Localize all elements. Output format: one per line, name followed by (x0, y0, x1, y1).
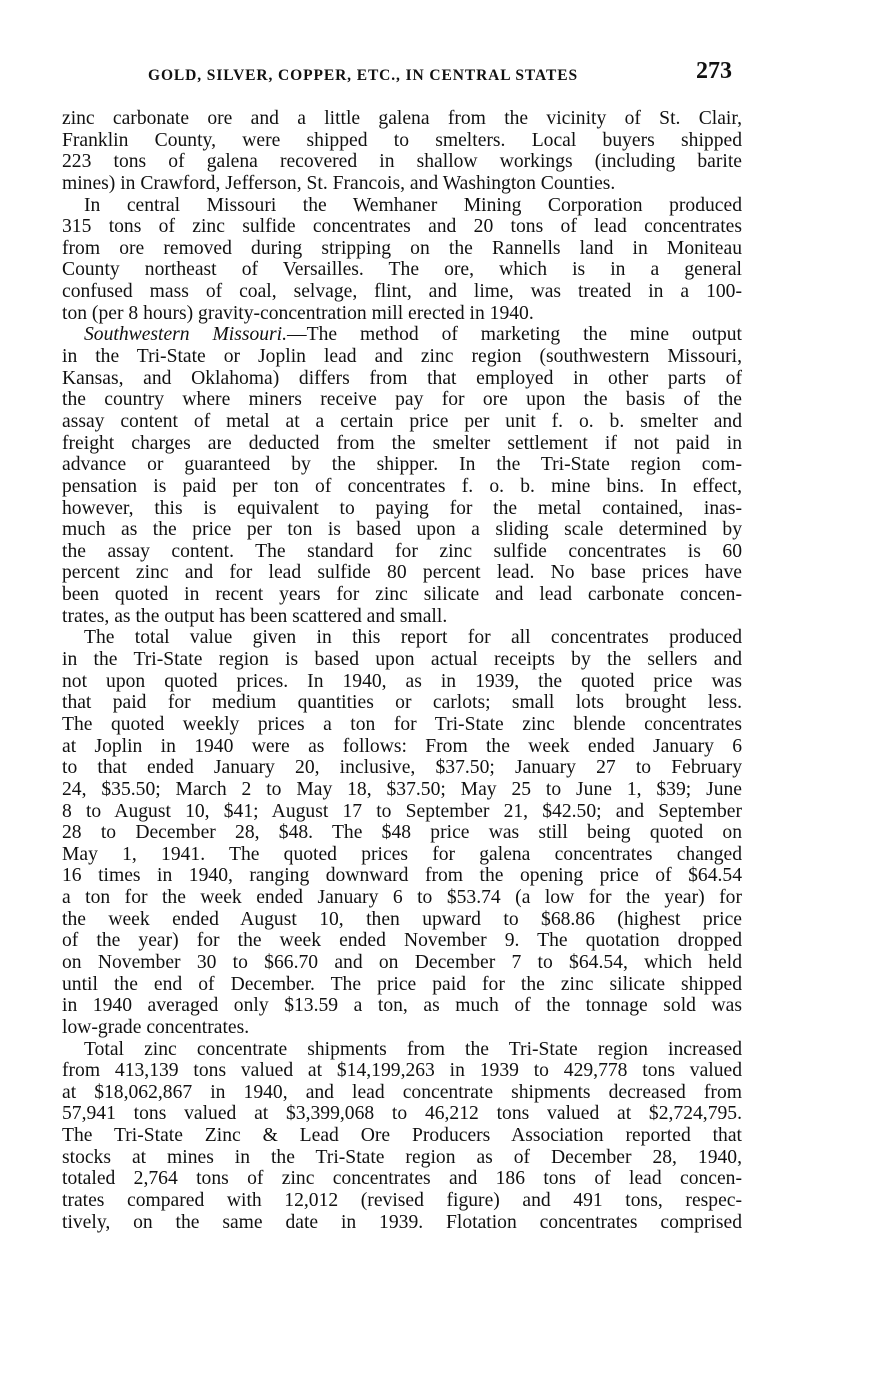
text-line: County northeast of Versailles. The ore, which is in a general (62, 259, 742, 281)
text-line: the country where miners receive pay for ore upon the basis of the (62, 389, 742, 411)
text-line: Kansas, and Oklahoma) differs from that employed in other parts of (62, 367, 742, 389)
text-line: low-grade concentrates. (62, 1016, 250, 1038)
text-line: trates, as the output has been scattered and small. (62, 605, 448, 627)
text-line: 57,941 tons valued at $3,399,068 to 46,212 tons valued at $2,724,795. (62, 1103, 742, 1125)
text-line: to that ended January 20, inclusive, $37.50; January 27 to February (62, 757, 742, 779)
text-line: 8 to August 10, $41; August 17 to September 21, $42.50; and September (62, 800, 742, 822)
text-line: trates compared with 12,012 (revised figure) and 491 tons, respec- (62, 1190, 742, 1212)
text-line: at $18,062,867 in 1940, and lead concentrate shipments decreased from (62, 1081, 742, 1103)
text-line: The Tri-State Zinc & Lead Ore Producers Association reported that (62, 1125, 742, 1147)
running-title: GOLD, SILVER, COPPER, ETC., IN CENTRAL STATES (148, 67, 578, 84)
text-line: from 413,139 tons valued at $14,199,263 in 1939 to 429,778 tons valued (62, 1060, 742, 1082)
text-line: Total zinc concentrate shipments from the Tri-State region increased (84, 1038, 742, 1060)
text-line: 28 to December 28, $48. The $48 price was still being quoted on (62, 822, 742, 844)
text-line: zinc carbonate ore and a little galena from the vicinity of St. Clair, (62, 108, 742, 129)
text-line: at Joplin in 1940 were as follows: From the week ended January 6 (62, 735, 742, 757)
text-line: not upon quoted prices. In 1940, as in 1939, the quoted price was (62, 670, 742, 692)
text-line: advance or guaranteed by the shipper. In the Tri-State region com- (62, 454, 742, 476)
text-line: Franklin County, were shipped to smelters. Local buyers shipped (62, 129, 742, 151)
text-line: a ton for the week ended January 6 to $53.74 (a low for the year) for (62, 887, 742, 909)
text-line: until the end of December. The price paid for the zinc silicate shipped (62, 973, 742, 995)
text-line: freight charges are deducted from the smelter settlement if not paid in (62, 432, 742, 454)
text-line: 315 tons of zinc sulfide concentrates and 20 tons of lead concentrates (62, 216, 742, 238)
text-line: The quoted weekly prices a ton for Tri-State zinc blende concentrates (62, 713, 742, 735)
text-line: 16 times in 1940, ranging downward from the opening price of $64.54 (62, 865, 742, 887)
text-line: 223 tons of galena recovered in shallow workings (including barite (62, 151, 742, 173)
text-line: 24, $35.50; March 2 to May 18, $37.50; May 25 to June 1, $39; June (62, 778, 742, 800)
text-line: tively, on the same date in 1939. Flotation concentrates comprised (62, 1211, 742, 1233)
body-text (62, 108, 742, 1233)
text-line: mines) in Crawford, Jefferson, St. Francois, and Washington Counties. (62, 172, 616, 194)
text-line: been quoted in recent years for zinc silicate and lead carbonate concen- (62, 584, 742, 606)
text-line: that paid for medium quantities or carlots; small lots brought less. (62, 692, 742, 714)
line-text: —The method of marketing the mine output (287, 324, 742, 346)
text-line: percent zinc and for lead sulfide 80 percent lead. No base prices have (62, 562, 742, 584)
page-number: 273 (696, 58, 732, 84)
running-head (62, 58, 742, 92)
text-line: the assay content. The standard for zinc sulfide concentrates is 60 (62, 540, 742, 562)
text-line: In central Missouri the Wemhaner Mining Corporation produced (84, 194, 742, 216)
text-line: the week ended August 10, then upward to $68.86 (highest price (62, 908, 742, 930)
text-line: in the Tri-State or Joplin lead and zinc region (southwestern Missouri, (62, 346, 742, 368)
text-line: from ore removed during stripping on the Rannells land in Moniteau (62, 237, 742, 259)
text-line: stocks at mines in the Tri-State region as of December 28, 1940, (62, 1146, 742, 1168)
text-line: totaled 2,764 tons of zinc concentrates and 186 tons of lead concen- (62, 1168, 742, 1190)
text-line: May 1, 1941. The quoted prices for galena concentrates changed (62, 843, 742, 865)
text-line: however, this is equivalent to paying for the metal contained, inas- (62, 497, 742, 519)
text-line: in 1940 averaged only $13.59 a ton, as much of the tonnage sold was (62, 995, 742, 1017)
text-line: of the year) for the week ended November 9. The quotation dropped (62, 930, 742, 952)
text-line (62, 324, 742, 346)
section-heading: Southwestern Missouri. (84, 324, 288, 346)
text-line: much as the price per ton is based upon a sliding scale determined by (62, 519, 742, 541)
text-line: pensation is paid per ton of concentrates f. o. b. mine bins. In effect, (62, 475, 742, 497)
text-line: ton (per 8 hours) gravity-concentration mill erected in 1940. (62, 302, 534, 324)
text-line: on November 30 to $66.70 and on December 7 to $64.54, which held (62, 951, 742, 973)
text-line: assay content of metal at a certain price per unit f. o. b. smelter and (62, 410, 742, 432)
text-line: confused mass of coal, selvage, flint, and lime, was treated in a 100- (62, 281, 742, 303)
text-line: in the Tri-State region is based upon actual receipts by the sellers and (62, 649, 742, 671)
text-line: The total value given in this report for all concentrates produced (84, 627, 742, 649)
